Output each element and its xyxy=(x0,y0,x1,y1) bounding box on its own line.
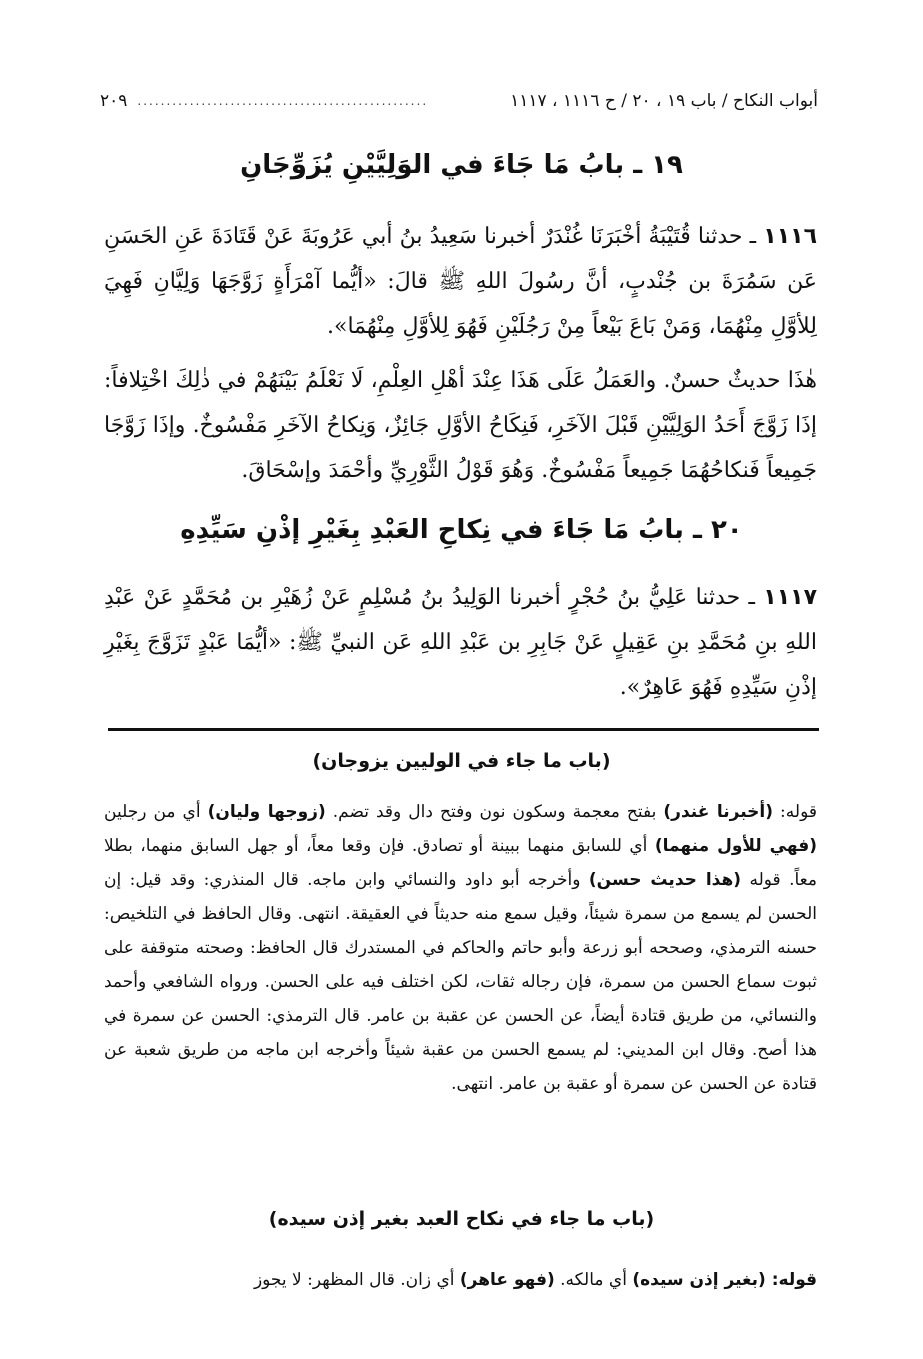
notes-heading-1: (باب ما جاء في الوليين يزوجان) xyxy=(312,750,611,772)
note-quote: قوله: xyxy=(765,1270,817,1290)
header-leader-dots: .................................................. xyxy=(137,94,429,108)
notes-commentary-1 xyxy=(104,795,817,1101)
note-text: وأخرجه أبو داود والنسائي وابن ماجه. قال المنذري: وقد قيل: إن الحسن لم يسمع من سمرة شيئاً، وقيل سمع منه حديثاً في العقيقة. انتهى. وقال الحافظ في التلخيص: حسنه الترمذي، وصححه أبو زرعة وأبو حاتم والحاكم في المستدرك قال الحافظ: وصحته متوقفة على ثبوت سماع الحسن من سمرة، فإن رجاله ثقات، لكن اختلف فيه على الحسن. ورواه الشافعي وأحمد والنسائي، من طريق قتادة أيضاً، عن الحسن عن عقبة بن عامر. قال الترمذي: الحسن عن سمرة في هذا أصح. وقال ابن المديني: لم يسمع الحسن من عقبة شيئاً وأخرجه ابن ماجه من طريق شعبة عن قتادة عن الحسن عن سمرة أو عقبة بن عامر. انتهى. xyxy=(104,870,817,1094)
note-quote: (زوجها وليان) xyxy=(207,802,326,822)
header-title: أبواب النكاح / باب ١٩ ، ٢٠ / ح ١١١٦ ، ١١١٧ xyxy=(510,91,818,111)
note-quote: (بغير إذن سيده) xyxy=(632,1270,766,1290)
hadith-text: ـ حدثنا عَلِيُّ بنُ حُجْرٍ أخبرنا الوَلِيدُ بنُ مُسْلِمٍ عَنْ زُهَيْرِ بن مُحَمَّدٍ عَنْ عَبْدِ اللهِ بنِ مُحَمَّدِ بنِ عَقِيلٍ عَنْ جَابِرِ بن عَبْدِ اللهِ عَن النبيِّ ﷺ: «أيُّمَا عَبْدٍ تَزَوَّجَ بِغَيْرِ إذْنِ سَيِّدِهِ فَهُوَ عَاهِرٌ». xyxy=(104,585,817,700)
hadith-text: ـ حدثنا قُتَيْبَةُ أخْبَرَنَا غُنْدَرٌ أخبرنا سَعِيدُ بنُ أبي عَرُوبَةَ عَنْ قَتَادَةَ عَنِ الحَسَنِ عَن سَمُرَةَ بن جُنْدبٍ، أنَّ رسُولَ اللهِ ﷺ قالَ: «أيُّما آمْرَأَةٍ زَوَّجَهَا وَلِيَّانِ فَهِيَ لِلأوَّلِ مِنْهُمَا، وَمَنْ بَاعَ بَيْعاً مِنْ رَجُلَيْنِ فَهُوَ لِلأوَّلِ مِنْهُمَا». xyxy=(104,224,817,339)
notes-heading-2: (باب ما جاء في نكاح العبد بغير إذن سيده) xyxy=(268,1208,655,1230)
note-text: أي زان. قال المظهر: لا يجوز xyxy=(253,1270,460,1290)
chapter-19-commentary: هٰذَا حديثٌ حسنٌ. والعَمَلُ عَلَى هَذَا عِنْدَ أهْلِ العِلْمِ، لَا نَعْلَمُ بَيْنَهُمْ في ذٰلِكَ اخْتِلافاً: إذَا زَوَّجَ أَحَدُ الوَلِيَّيْنِ قَبْلَ الآخَرِ، فَنِكَاحُ الأوَّلِ جَائِزٌ، وَنِكاحُ الآخَرِ مَفْسُوخٌ. وإذَا زَوَّجَا جَمِيعاً فَنكاحُهُمَا جَمِيعاً مَفْسُوخٌ. وَهُوَ قَوْلُ الثَّوْرِيِّ وأحْمَدَ وإسْحَاقَ. xyxy=(104,368,817,483)
chapter-19-heading: ١٩ ـ بابُ مَا جَاءَ في الوَلِيَّيْنِ يُزَوِّجَانِ xyxy=(240,150,683,180)
note-text: قوله: xyxy=(773,802,817,822)
hadith-number: ١١١٦ xyxy=(763,224,817,249)
note-quote: (فهو عاهر) xyxy=(459,1270,555,1290)
note-text: بفتح معجمة وسكون نون وفتح دال وقد تضم. xyxy=(325,802,664,822)
note-quote: (فهي للأول منهما) xyxy=(654,836,817,856)
footnote-divider xyxy=(108,728,819,731)
hadith-number: ١١١٧ xyxy=(763,585,817,610)
note-text: أي من رجلين xyxy=(104,802,208,822)
running-header xyxy=(100,86,818,116)
note-text: أي للسابق منهما ببينة أو تصادق. فإن وقعا معاً، أو جهل السابق منهما، بطلا معاً. قوله xyxy=(104,836,817,890)
note-quote: (أخبرنا غندر) xyxy=(663,802,774,822)
hadith-1116 xyxy=(104,214,817,349)
note-text: أي مالكه. xyxy=(554,1270,633,1290)
chapter-20-heading: ٢٠ ـ بابُ مَا جَاءَ في نِكاحِ العَبْدِ بِغَيْرِ إذْنِ سَيِّدِهِ xyxy=(180,515,743,545)
page-number: ٢٠٩ xyxy=(100,91,128,111)
note-quote: (هذا حديث حسن) xyxy=(588,870,742,890)
notes-commentary-2 xyxy=(104,1263,817,1297)
hadith-1117 xyxy=(104,575,817,710)
